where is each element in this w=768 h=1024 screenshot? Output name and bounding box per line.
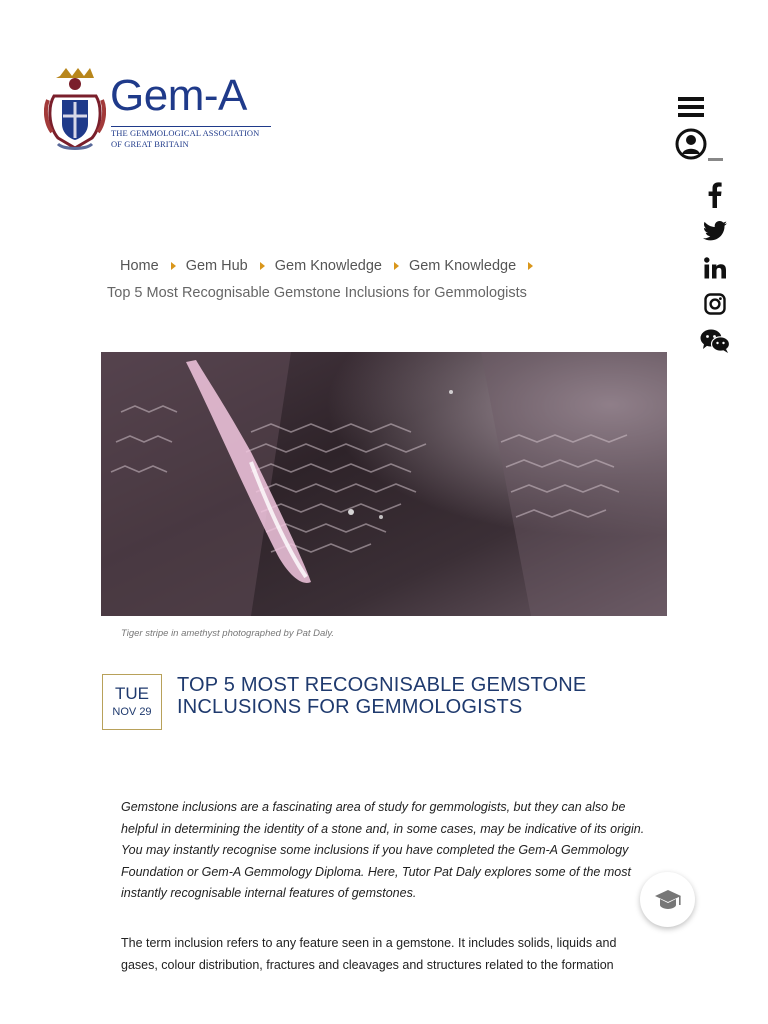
breadcrumb — [107, 253, 667, 307]
graduation-cap-icon — [654, 889, 682, 911]
site-logo[interactable] — [44, 66, 284, 156]
account-icon[interactable] — [674, 126, 726, 164]
hero-caption: Tiger stripe in amethyst photographed by Pat Daly. — [121, 628, 335, 639]
breadcrumb-current: Top 5 Most Recognisable Gemstone Inclusions for Gemmologists — [107, 285, 527, 301]
post-intro: Gemstone inclusions are a fascinating area of study for gemmologists, but they can also be helpful in determining the identity of a stone and, in some cases, may be indicative of its origin. You may instantly recognise some inclusions if you have completed the Gem-A Gemmology Foundation or Gem-A Gemmology Diploma. Here, Tutor Pat Daly explores some of the most instantly recognisable internal features of gemstones. — [121, 800, 645, 900]
logo-wordmark: Gem-A — [110, 71, 247, 120]
breadcrumb-gem-knowledge[interactable]: Gem Knowledge — [274, 258, 382, 274]
crest-icon — [44, 66, 106, 152]
instagram-icon[interactable] — [702, 291, 728, 317]
hero-image — [101, 352, 667, 616]
wechat-icon[interactable] — [700, 328, 730, 354]
breadcrumb-gem-knowledge-2[interactable]: Gem Knowledge — [408, 258, 517, 274]
breadcrumb-home[interactable]: Home — [120, 258, 159, 274]
breadcrumb-gem-hub[interactable]: Gem Hub — [185, 258, 248, 274]
logo-subtitle-line2: OF GREAT BRITAIN — [111, 139, 189, 149]
breadcrumb-separator-icon — [528, 262, 533, 270]
course-fab-button[interactable] — [640, 872, 695, 927]
twitter-icon[interactable] — [701, 219, 729, 243]
breadcrumb-separator-icon — [394, 262, 399, 270]
breadcrumb-separator-icon — [171, 262, 176, 270]
linkedin-icon[interactable] — [702, 255, 728, 281]
post-title: TOP 5 MOST RECOGNISABLE GEMSTONE INCLUSIONS FOR GEMMOLOGISTS — [177, 674, 587, 718]
post-date — [102, 674, 162, 730]
post-body: The term inclusion refers to any feature seen in a gemstone. It includes solids, liquids and gases, colour distribution, fractures and cleavages and structures related to the formation — [121, 936, 617, 972]
logo-subtitle — [111, 126, 259, 150]
facebook-icon[interactable] — [702, 181, 728, 209]
breadcrumb-separator-icon — [260, 262, 265, 270]
menu-icon[interactable] — [676, 93, 706, 121]
post-date-day: TUE — [115, 684, 149, 703]
logo-subtitle-line1: THE GEMMOLOGICAL ASSOCIATION — [111, 128, 260, 138]
post-date-month-day: NOV 29 — [112, 706, 152, 718]
